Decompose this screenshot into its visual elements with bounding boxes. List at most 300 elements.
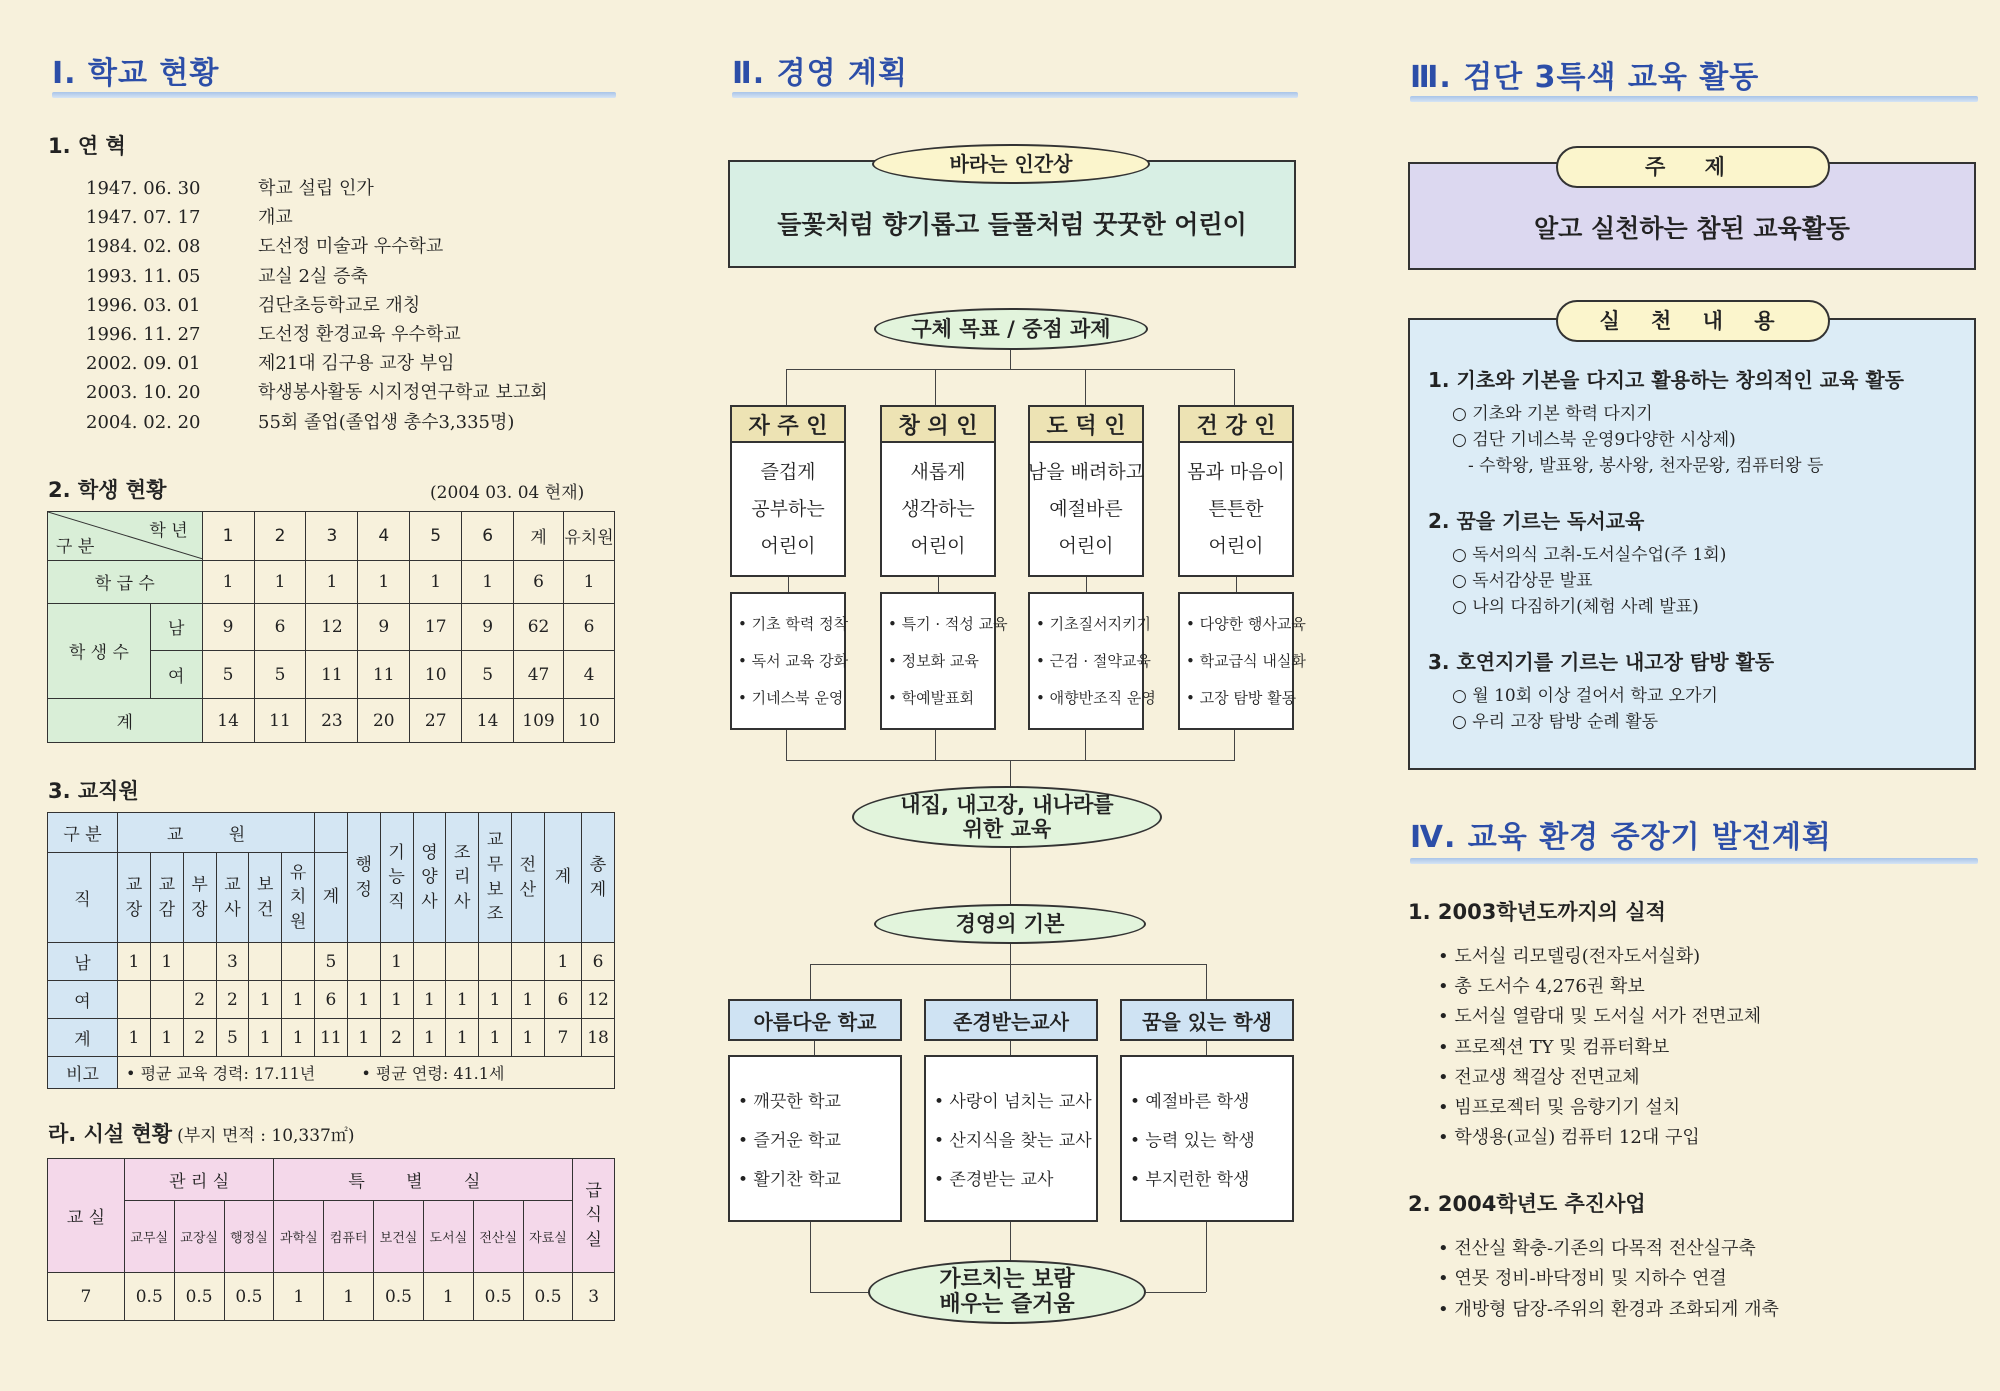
connector-line (814, 1041, 815, 1055)
facility-label-cafeteria (573, 1159, 615, 1273)
cell: 11 (254, 699, 306, 743)
vertical-label: 기능직 (388, 842, 405, 912)
slogan-line: 내집, 내고장, 내나라를 (900, 792, 1114, 817)
goal-tasks (730, 592, 849, 730)
table-cell (479, 943, 512, 981)
history-date: 1996. 03. 01 (86, 294, 201, 316)
goal-description (1028, 441, 1144, 577)
facility-col: 과학실 (274, 1201, 324, 1273)
table-cell: 12 (582, 981, 615, 1019)
bottom-oval (868, 1260, 1146, 1324)
goal-tasks (1178, 592, 1306, 730)
history-event: 도선정 미술과 우수학교 (258, 236, 444, 258)
basic-item: • 활기찬 학교 (738, 1170, 841, 1190)
row-label-total: 계 (48, 699, 203, 743)
history-date: 2004. 02. 20 (86, 411, 201, 433)
row-label-classes: 학 급 수 (48, 560, 203, 603)
corner-label-category: 구 분 (56, 536, 95, 557)
table-cell: 7 (544, 1019, 581, 1057)
corner-label-grade: 학 년 (149, 521, 188, 541)
goal-task: • 학예발표회 (888, 689, 975, 707)
basic-item: • 능력 있는 학생 (1130, 1131, 1255, 1151)
practice-line: ○ 월 10회 이상 걸어서 학교 오가기 (1452, 686, 1718, 706)
connector-line (1010, 964, 1011, 1000)
goal-description-line: 공부하는 (751, 497, 825, 520)
theme-label: 주 제 (1556, 146, 1830, 188)
cell: 6 (564, 603, 615, 651)
goal-description-line: 어린이 (1208, 534, 1264, 557)
basic-label: 경영의 기본 (874, 904, 1146, 944)
vertical-label: 보건 (257, 874, 274, 920)
vertical-label: 교무보조 (486, 830, 504, 925)
connector-line (810, 964, 811, 1000)
history-date: 2003. 10. 20 (86, 382, 201, 404)
history-date: 1984. 02. 08 (86, 236, 201, 258)
title-underline (1410, 858, 1978, 864)
facility-heading-row (48, 1118, 355, 1148)
connector-line (1010, 350, 1011, 369)
goal-description-line: 남을 배려하고 (1027, 460, 1145, 483)
connector-line (1010, 944, 1011, 964)
connector-line (1236, 577, 1237, 592)
goal-description-line: 새롭게 (910, 460, 966, 483)
vertical-label: 교사 (224, 874, 241, 920)
table-cell: 1 (380, 943, 413, 981)
table-cell: 0.5 (473, 1273, 523, 1321)
staff-col-subtotal (544, 813, 581, 943)
connector-line (1146, 1292, 1206, 1293)
students-table (47, 511, 615, 743)
staff-col-cook (446, 813, 479, 943)
projects-list (1438, 1234, 1779, 1325)
header-cell: 3 (306, 512, 358, 561)
ideal-label: 바라는 인간상 (872, 144, 1150, 184)
staff-col-teacher (216, 853, 249, 943)
history-list (86, 174, 548, 437)
vertical-label: 계 (322, 887, 340, 908)
history-date: 1996. 11. 27 (86, 324, 201, 346)
table-cell: 2 (183, 1019, 216, 1057)
table-cell: 18 (582, 1019, 615, 1057)
goal-name: 자 주 인 (730, 405, 846, 443)
table-cell: 1 (413, 1019, 446, 1057)
history-event: 55회 졸업(졸업생 총수3,335명) (258, 411, 515, 433)
practice-line: ○ 나의 다짐하기(체험 사례 발표) (1452, 597, 1699, 617)
connector-line (938, 577, 939, 592)
achievements-list (1438, 942, 1761, 1153)
students-heading: 2. 학생 현황 (48, 478, 167, 502)
table-cell: 1 (150, 1019, 183, 1057)
table-cell (413, 943, 446, 981)
note-experience: • 평균 교육 경력: 17.11년 (126, 1064, 316, 1083)
connector-line (1085, 730, 1086, 760)
table-cell (282, 943, 315, 981)
practice-line: ○ 기초와 기본 학력 다지기 (1452, 404, 1653, 424)
cell: 14 (202, 699, 254, 743)
connector-line (1010, 760, 1011, 788)
history-row (86, 320, 548, 349)
cell: 20 (358, 699, 410, 743)
note-age: • 평균 연령: 41.1세 (361, 1064, 505, 1083)
goal-description-line: 즐겁게 (760, 460, 816, 483)
practice-item (1428, 646, 1968, 735)
connector-line (788, 577, 789, 592)
staff-row-female: 여 (48, 981, 118, 1019)
title-underline (1410, 96, 1978, 102)
vertical-label: 영양사 (421, 842, 438, 912)
row-label-female: 여 (150, 651, 202, 699)
practice-item (1428, 505, 1968, 620)
section-title: Ⅰ. 학교 현황 (52, 56, 220, 91)
facility-col: 보건실 (374, 1201, 424, 1273)
header-cell: 1 (202, 512, 254, 561)
table-cell: 1 (347, 981, 380, 1019)
goal-task: • 특기 · 적성 교육 (888, 615, 1008, 633)
connector-line (786, 730, 787, 760)
achievement-item: • 빔프로젝터 및 음향기기 설치 (1438, 1097, 1681, 1119)
theme-text: 알고 실천하는 참된 교육활동 (1534, 214, 1850, 243)
goal-task: • 다양한 행사교육 (1186, 615, 1306, 633)
basic-item: • 깨끗한 학교 (738, 1092, 841, 1112)
connector-line (810, 1222, 811, 1292)
table-cell: 0.5 (374, 1273, 424, 1321)
cell: 17 (410, 603, 462, 651)
basic-item: • 사랑이 넘치는 교사 (934, 1092, 1092, 1112)
goal-description (730, 441, 846, 577)
achievement-item: • 총 도서수 4,276권 확보 (1438, 976, 1645, 998)
table-cell: 5 (216, 1019, 249, 1057)
connector-line (1010, 1222, 1011, 1262)
staff-row-male: 남 (48, 943, 118, 981)
cell: 6 (254, 603, 306, 651)
table-cell: 2 (216, 981, 249, 1019)
practice-label: 실 천 내 용 (1556, 300, 1830, 342)
table-cell: 0.5 (523, 1273, 573, 1321)
table-cell: 1 (118, 1019, 151, 1057)
project-item: • 연못 정비-바닥정비 및 지하수 연결 (1438, 1268, 1727, 1290)
table-cell: 0.5 (124, 1273, 174, 1321)
staff-col-technical (380, 813, 413, 943)
practice-item-title: 3. 호연지기를 기르는 내고장 탐방 활동 (1428, 650, 1775, 674)
basic-item: • 존경받는 교사 (934, 1170, 1054, 1190)
staff-heading: 3. 교직원 (48, 779, 139, 803)
cell: 23 (306, 699, 358, 743)
goal-label: 구체 목표 / 중점 과제 (874, 308, 1148, 350)
achievement-item: • 도서실 열람대 및 도서실 서가 전면교체 (1438, 1006, 1762, 1028)
table-cell (183, 943, 216, 981)
achievement-item: • 전교생 책걸상 전면교체 (1438, 1066, 1640, 1088)
cell: 1 (410, 560, 462, 603)
history-date: 2002. 09. 01 (86, 353, 201, 375)
history-row (86, 291, 548, 320)
staff-row-total: 계 (48, 1019, 118, 1057)
table-cell: 3 (216, 943, 249, 981)
connector-line (1206, 1041, 1207, 1055)
goal-task: • 고장 탐방 활동 (1186, 689, 1297, 707)
staff-row-note: 비고 (48, 1057, 118, 1089)
practice-line: ○ 우리 고장 탐방 순례 활동 (1452, 712, 1659, 732)
facility-label-special: 특 별 실 (274, 1159, 573, 1201)
table-cell (511, 943, 544, 981)
staff-col-principal (118, 853, 151, 943)
table-cell: 2 (380, 1019, 413, 1057)
goal-description-line: 튼튼한 (1208, 497, 1264, 520)
goal-task: • 독서 교육 강화 (738, 652, 849, 670)
facility-col: 교장실 (174, 1201, 224, 1273)
table-cell: 6 (544, 981, 581, 1019)
basic-item: • 산지식을 찾는 교사 (934, 1131, 1092, 1151)
table-cell: 0.5 (174, 1273, 224, 1321)
row-label-students: 학 생 수 (48, 603, 151, 699)
practice-line: ○ 검단 기네스북 운영9다양한 시상제) (1452, 430, 1736, 450)
vertical-label: 총계 (589, 854, 607, 900)
bottom-line: 가르치는 보람 (939, 1266, 1075, 1292)
goal-description-line: 어린이 (1058, 534, 1114, 557)
table-cell: 1 (413, 981, 446, 1019)
cell: 14 (462, 699, 514, 743)
facility-col: 교무실 (124, 1201, 174, 1273)
practice-line: ○ 독서감상문 발표 (1452, 571, 1593, 591)
achievement-item: • 도서실 리모델링(전자도서실화) (1438, 946, 1701, 967)
history-row (86, 232, 548, 261)
table-cell: 6 (315, 981, 348, 1019)
connector-line (1206, 1222, 1207, 1292)
vertical-label: 급식실 (585, 1180, 602, 1250)
connector-line (1010, 848, 1011, 904)
section-title: Ⅲ. 검단 3특색 교육 활동 (1410, 60, 1760, 95)
goal-description-line: 예절바른 (1049, 497, 1123, 520)
cell: 5 (202, 651, 254, 699)
title-underline (52, 92, 616, 98)
cell: 12 (306, 603, 358, 651)
cell: 10 (564, 699, 615, 743)
basic-item: • 즐거운 학교 (738, 1131, 841, 1151)
staff-blank (315, 813, 348, 853)
history-event: 개교 (258, 207, 293, 229)
cell: 11 (306, 651, 358, 699)
connector-line (1010, 1041, 1011, 1055)
header-cell: 계 (514, 512, 564, 561)
table-cell: 1 (479, 981, 512, 1019)
connector-line (810, 1292, 870, 1293)
history-date: 1947. 07. 17 (86, 207, 201, 229)
cell: 10 (410, 651, 462, 699)
cell: 5 (254, 651, 306, 699)
connector-line (1234, 369, 1235, 405)
table-cell: 1 (544, 943, 581, 981)
goal-name: 도 덕 인 (1028, 405, 1144, 443)
practice-line: - 수학왕, 발표왕, 봉사왕, 천자문왕, 컴퓨터왕 등 (1468, 456, 1824, 476)
cell: 11 (358, 651, 410, 699)
facility-heading: 라. 시설 현황 (48, 1122, 173, 1146)
history-row (86, 262, 548, 291)
goal-task: • 기초질서지키기 (1036, 615, 1152, 633)
facility-table (47, 1158, 615, 1321)
staff-col-teacher-total (315, 853, 348, 943)
staff-col-admin (347, 813, 380, 943)
staff-col-kinder (282, 853, 315, 943)
history-row (86, 378, 548, 407)
goal-task: • 애향반조직 운영 (1036, 689, 1156, 707)
practice-item (1428, 364, 1968, 479)
facility-col: 컴퓨터 (324, 1201, 374, 1273)
history-row (86, 349, 548, 378)
facility-col: 자료실 (523, 1201, 573, 1273)
connector-line (1206, 964, 1207, 1000)
goal-description-line: 어린이 (760, 534, 816, 557)
achievement-item: • 프로젝션 TY 및 컴퓨터확보 (1438, 1036, 1670, 1058)
cell: 1 (564, 560, 615, 603)
basic-name: 아름다운 학교 (728, 999, 902, 1041)
facility-col: 도서실 (423, 1201, 473, 1273)
connector-line (786, 369, 787, 405)
table-cell: 1 (282, 981, 315, 1019)
cell: 47 (514, 651, 564, 699)
table-cell: 1 (282, 1019, 315, 1057)
history-row (86, 408, 548, 437)
students-date: (2004 03. 04 현재) (430, 483, 585, 503)
table-corner (48, 512, 203, 561)
vertical-label: 유치원 (289, 862, 307, 932)
table-cell (446, 943, 479, 981)
cell: 1 (202, 560, 254, 603)
history-date: 1947. 06. 30 (86, 178, 201, 199)
achievements-heading: 1. 2003학년도까지의 실적 (1408, 900, 1666, 924)
connector-line (1234, 730, 1235, 760)
history-event: 교실 2실 증축 (258, 265, 368, 287)
goal-tasks (880, 592, 1008, 730)
goal-task: • 기초 학력 정착 (738, 615, 849, 633)
history-event: 도선정 환경교육 우수학교 (258, 324, 461, 346)
table-cell: 1 (511, 981, 544, 1019)
staff-note (118, 1057, 615, 1089)
practice-line: ○ 독서의식 고취-도서실수업(주 1회) (1452, 545, 1727, 565)
header-cell: 유치원 (564, 512, 615, 561)
staff-label-teachers: 교 원 (118, 813, 315, 853)
vertical-label: 전산 (519, 854, 537, 900)
practice-items (1428, 364, 1968, 735)
table-cell (150, 981, 183, 1019)
cell: 6 (514, 560, 564, 603)
achievement-item: • 학생용(교실) 컴퓨터 12대 구입 (1438, 1127, 1700, 1149)
facility-values-row (48, 1273, 615, 1321)
basic-name: 존경받는교사 (924, 999, 1098, 1041)
history-row (86, 174, 548, 203)
connector-line (935, 369, 936, 405)
header-cell: 4 (358, 512, 410, 561)
cell: 109 (514, 699, 564, 743)
connector-line (1085, 369, 1086, 405)
table-cell (118, 981, 151, 1019)
table-cell: 3 (573, 1273, 615, 1321)
goal-tasks (1028, 592, 1156, 730)
history-heading: 1. 연 혁 (48, 134, 126, 158)
project-item: • 개방형 담장-주위의 환경과 조화되게 개축 (1438, 1298, 1779, 1320)
table-cell: 1 (249, 981, 282, 1019)
table-cell (347, 943, 380, 981)
basic-item: • 예절바른 학생 (1130, 1092, 1250, 1112)
goal-task: • 근검 · 절약교육 (1036, 652, 1151, 670)
facility-area: (부지 면적 : 10,337㎡) (177, 1126, 355, 1146)
goal-task: • 기네스북 운영 (738, 689, 844, 707)
basic-items (1120, 1055, 1294, 1222)
staff-col-grandtotal (582, 813, 615, 943)
table-cell: 1 (446, 981, 479, 1019)
staff-col-computing (511, 813, 544, 943)
staff-table (47, 812, 615, 1089)
goal-description (880, 441, 996, 577)
connector-line (786, 369, 1235, 370)
vertical-label: 조리사 (454, 842, 471, 912)
header-cell: 5 (410, 512, 462, 561)
staff-col-health (249, 853, 282, 943)
projects-heading: 2. 2004학년도 추진사업 (1408, 1192, 1646, 1216)
cell: 1 (462, 560, 514, 603)
bottom-line: 배우는 즐거움 (939, 1292, 1075, 1317)
table-cell: 1 (479, 1019, 512, 1057)
goal-name: 건 강 인 (1178, 405, 1294, 443)
goal-description-line: 몸과 마음이 (1187, 460, 1285, 483)
cell: 1 (306, 560, 358, 603)
row-label-male: 남 (150, 603, 202, 651)
section-title: Ⅳ. 교육 환경 중장기 발전계획 (1410, 820, 1832, 855)
staff-col-vice (150, 853, 183, 943)
basic-items (728, 1055, 902, 1222)
goal-description (1178, 441, 1294, 577)
goal-task: • 학교급식 내실화 (1186, 652, 1306, 670)
staff-col-head (183, 853, 216, 943)
basic-items (924, 1055, 1098, 1222)
cell: 4 (564, 651, 615, 699)
slogan-oval (852, 786, 1162, 848)
basic-name: 꿈을 있는 학생 (1120, 999, 1294, 1041)
cell: 9 (462, 603, 514, 651)
table-cell: 1 (347, 1019, 380, 1057)
vertical-label: 행정 (355, 854, 372, 900)
table-cell: 1 (324, 1273, 374, 1321)
facility-label-classroom: 교 실 (48, 1159, 125, 1273)
project-item: • 전산실 확충-기존의 다목적 전산실구축 (1438, 1238, 1756, 1259)
history-event: 제21대 김구용 교장 부임 (258, 353, 455, 375)
goal-description-line: 어린이 (910, 534, 966, 557)
title-underline (732, 92, 1298, 98)
basic-item: • 부지런한 학생 (1130, 1170, 1250, 1190)
vertical-label: 계 (554, 867, 572, 888)
table-cell: 1 (380, 981, 413, 1019)
table-cell: 1 (274, 1273, 324, 1321)
cell: 1 (358, 560, 410, 603)
section-title: Ⅱ. 경영 계획 (732, 56, 908, 91)
table-cell: 5 (315, 943, 348, 981)
staff-label-position: 직 (48, 853, 118, 943)
practice-item-title: 1. 기초와 기본을 다지고 활용하는 창의적인 교육 활동 (1428, 368, 1904, 392)
table-cell: 1 (511, 1019, 544, 1057)
table-cell: 7 (48, 1273, 125, 1321)
history-event: 검단초등학교로 개칭 (258, 294, 421, 316)
table-cell: 2 (183, 981, 216, 1019)
history-row (86, 203, 548, 232)
vertical-label: 교감 (158, 874, 175, 920)
goal-name: 창 의 인 (880, 405, 996, 443)
staff-col-assistant (479, 813, 512, 943)
table-cell: 1 (446, 1019, 479, 1057)
table-cell: 1 (118, 943, 151, 981)
vertical-label: 부장 (191, 874, 208, 920)
staff-col-nutrition (413, 813, 446, 943)
connector-line (1086, 577, 1087, 592)
connector-line (935, 730, 936, 760)
cell: 9 (202, 603, 254, 651)
